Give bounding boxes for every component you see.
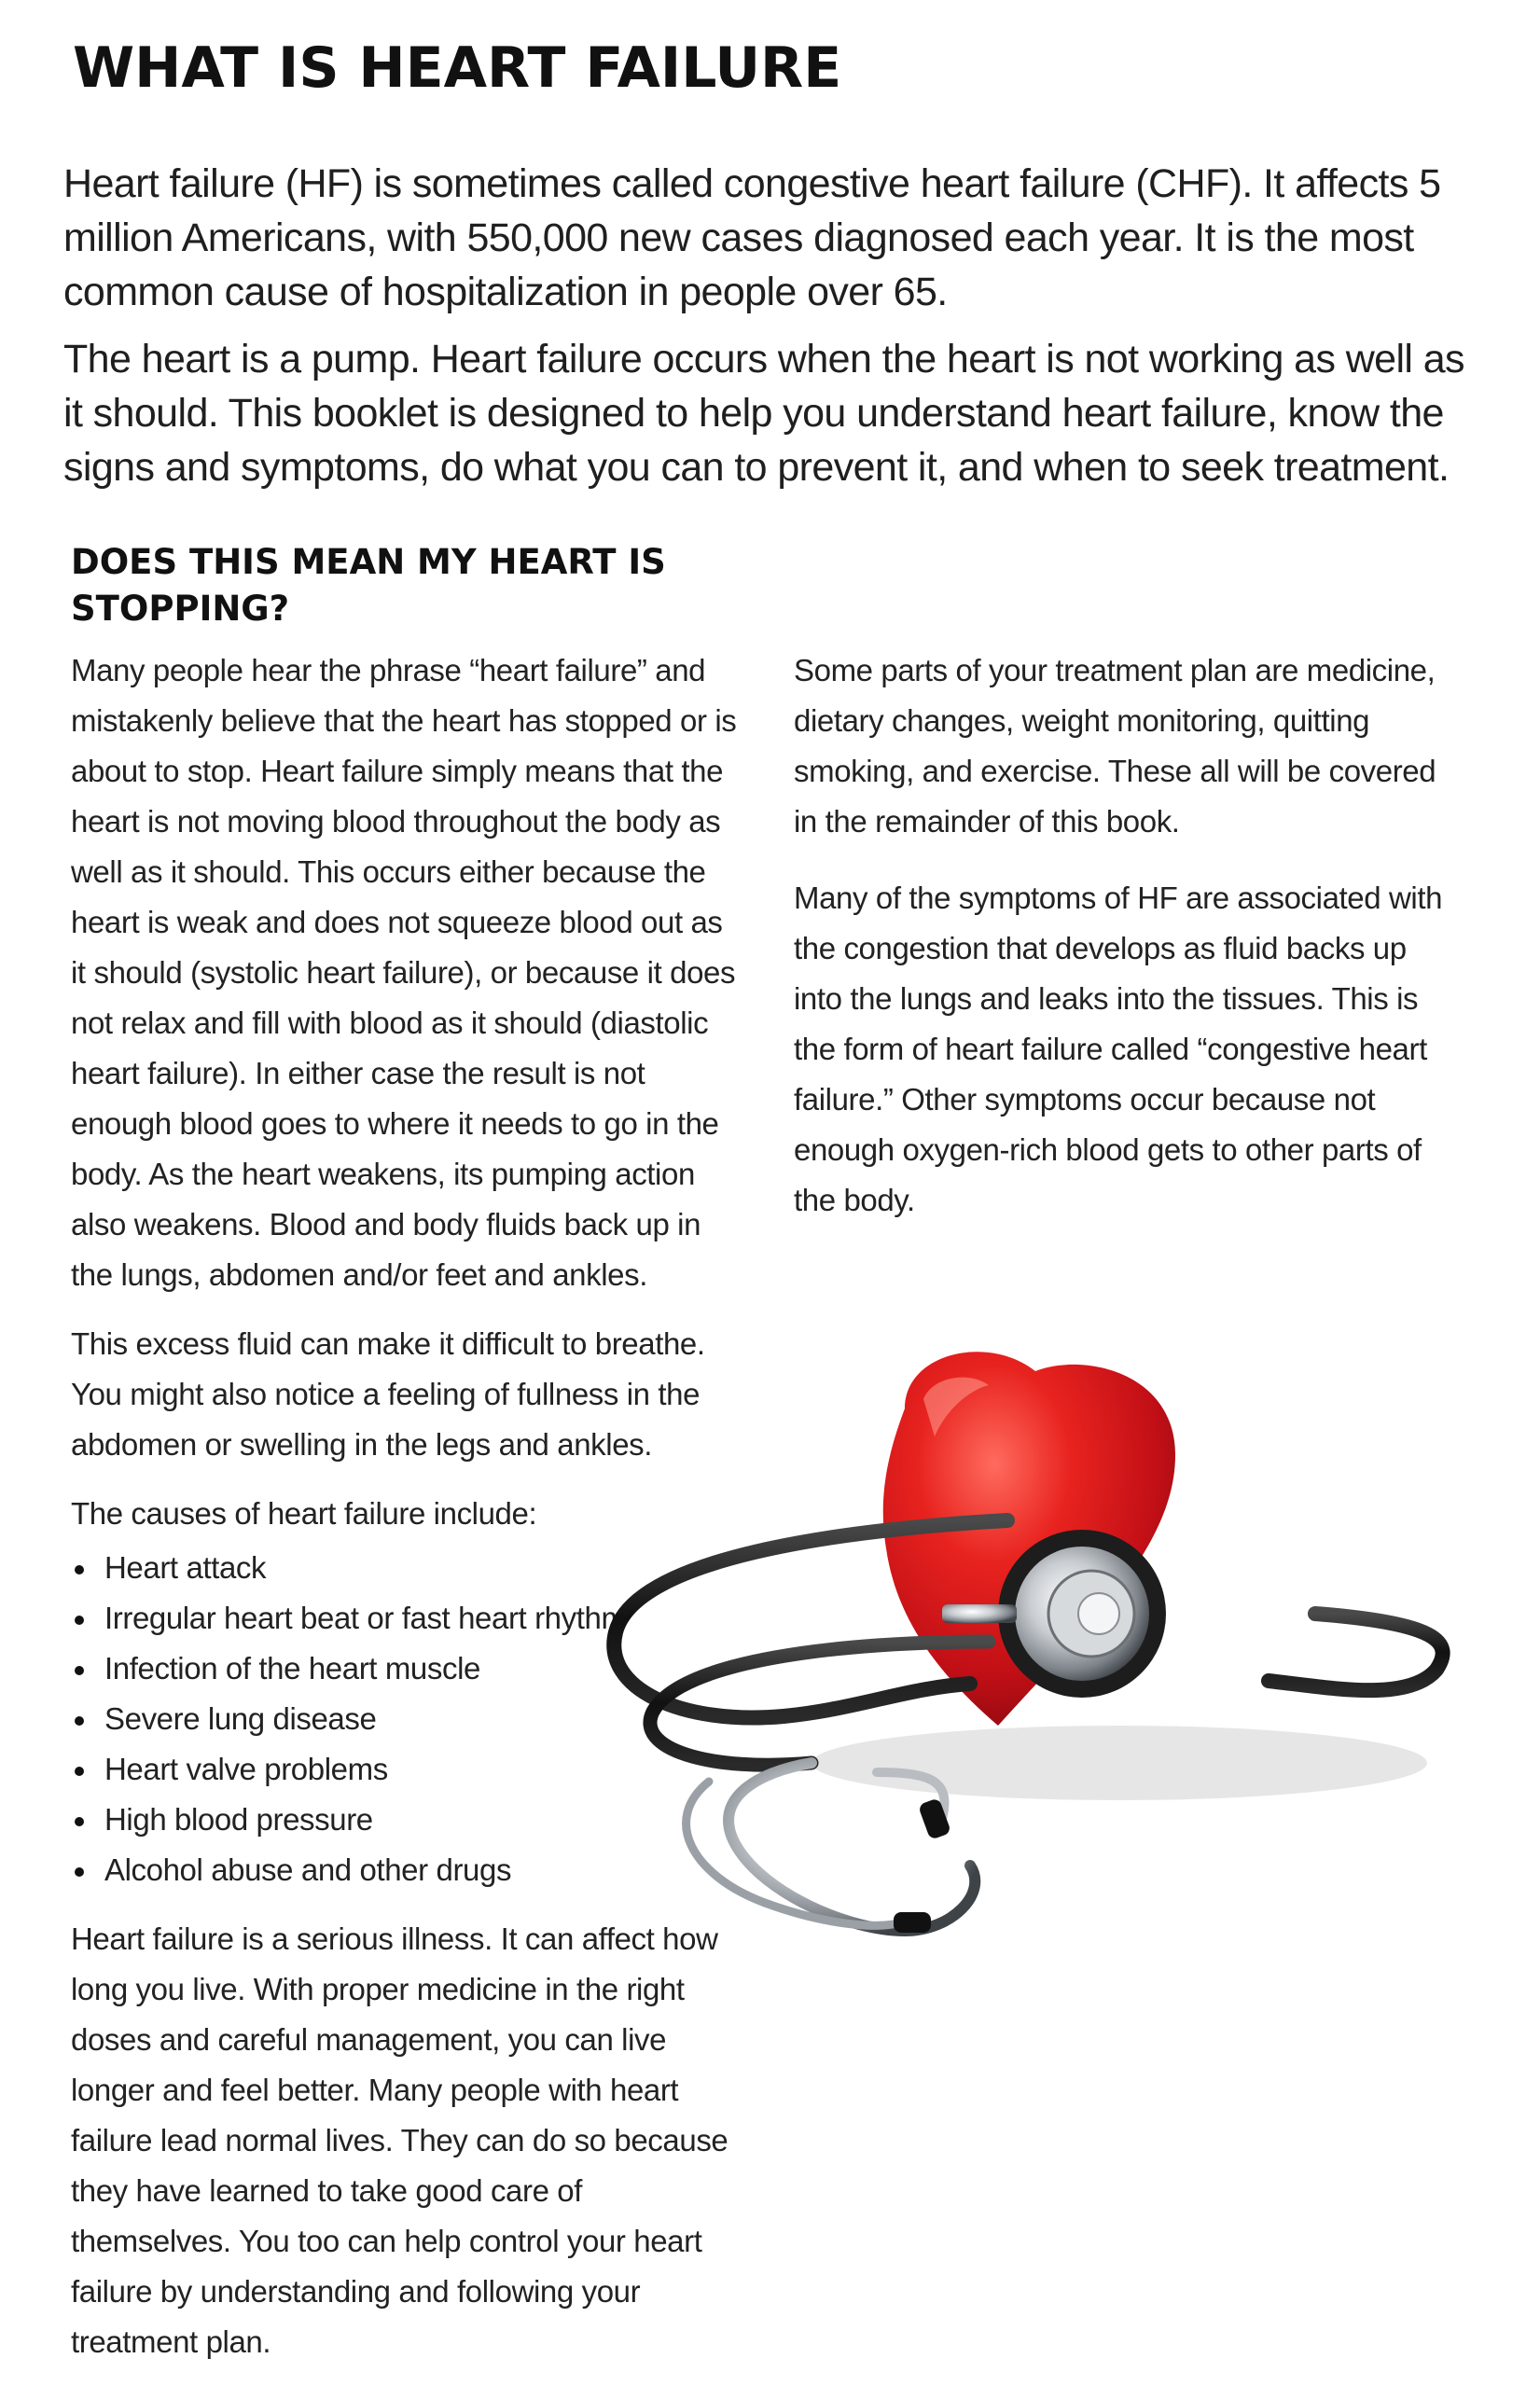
chest-piece-stem xyxy=(942,1604,1017,1623)
body-paragraph: Many of the symptoms of HF are associated with the congestion that develops as fluid backs up into the lungs and leaks into the tissues. This is the form of heart failure called “congestive heart failure.” Other symptoms occur because not enough oxygen-rich blood gets to other parts of the body. xyxy=(794,881,1443,1217)
right-column xyxy=(794,645,1456,1244)
body-paragraph: Some parts of your treatment plan are medicine, dietary changes, weight monitoring, quitting smoking, and exercise. These all will be covered in the remainder of this book. xyxy=(794,653,1436,839)
list-item: Severe lung disease xyxy=(71,1694,742,1744)
ear-tip xyxy=(894,1912,931,1933)
body-paragraph: This excess fluid can make it difficult to breathe. You might also notice a feeling of fullness in the abdomen or swelling in the legs and ankles. xyxy=(71,1326,705,1462)
heart-stethoscope-illustration xyxy=(597,1334,1492,1949)
body-paragraph: Many people hear the phrase “heart failure” and mistakenly believe that the heart has stopped or is about to stop. Heart failure simply means that the heart is not moving blood throughout the body as well as it should. This occurs either because the heart is weak and does not squeeze blood out as it should (systolic heart failure), or because it does not relax and fill with blood as it should (diastolic heart failure). In either case the result is not enough blood goes to where it needs to go in the body. As the heart weakens, its pumping action also weakens. Blood and body fluids back up in the lungs, abdomen and/or feet and ankles. xyxy=(71,653,737,1292)
section-heading: DOES THIS MEAN MY HEART IS STOPPING? xyxy=(71,542,666,629)
list-item: Heart attack xyxy=(71,1543,742,1593)
body-paragraph: Heart failure is a serious illness. It can affect how long you live. With proper medicine in the right doses and careful management, you can live longer and feel better. Many people with heart failure lead normal lives. They can do so because they have learned to take good care of themselves. You too can help control your heart failure by understanding and following your treatment plan. xyxy=(71,1921,728,2359)
chest-piece-center xyxy=(1078,1593,1119,1634)
list-item: Infection of the heart muscle xyxy=(71,1644,742,1694)
shadow xyxy=(812,1726,1427,1800)
list-item: Heart valve problems xyxy=(71,1744,742,1795)
list-item: High blood pressure xyxy=(71,1795,742,1845)
page-title: WHAT IS HEART FAILURE xyxy=(73,35,842,101)
heart-stethoscope-icon xyxy=(597,1334,1492,1949)
list-item: Irregular heart beat or fast heart rhythm xyxy=(71,1593,742,1644)
list-item: Alcohol abuse and other drugs xyxy=(71,1845,742,1895)
tubing-back xyxy=(1269,1614,1443,1690)
intro-paragraph: Heart failure (HF) is sometimes called congestive heart failure (CHF). It affects 5 million Americans, with 550,000 new cases diagnosed each year. It is the most common cause of hospitalization in people over 65. xyxy=(63,161,1441,314)
causes-intro: The causes of heart failure include: xyxy=(71,1496,537,1531)
intro-paragraph: The heart is a pump. Heart failure occurs when the heart is not working as well as it should. This booklet is designed to help you understand heart failure, know the signs and symptoms, do what you can to prevent it, and when to seek treatment. xyxy=(63,337,1464,490)
intro xyxy=(63,157,1481,507)
